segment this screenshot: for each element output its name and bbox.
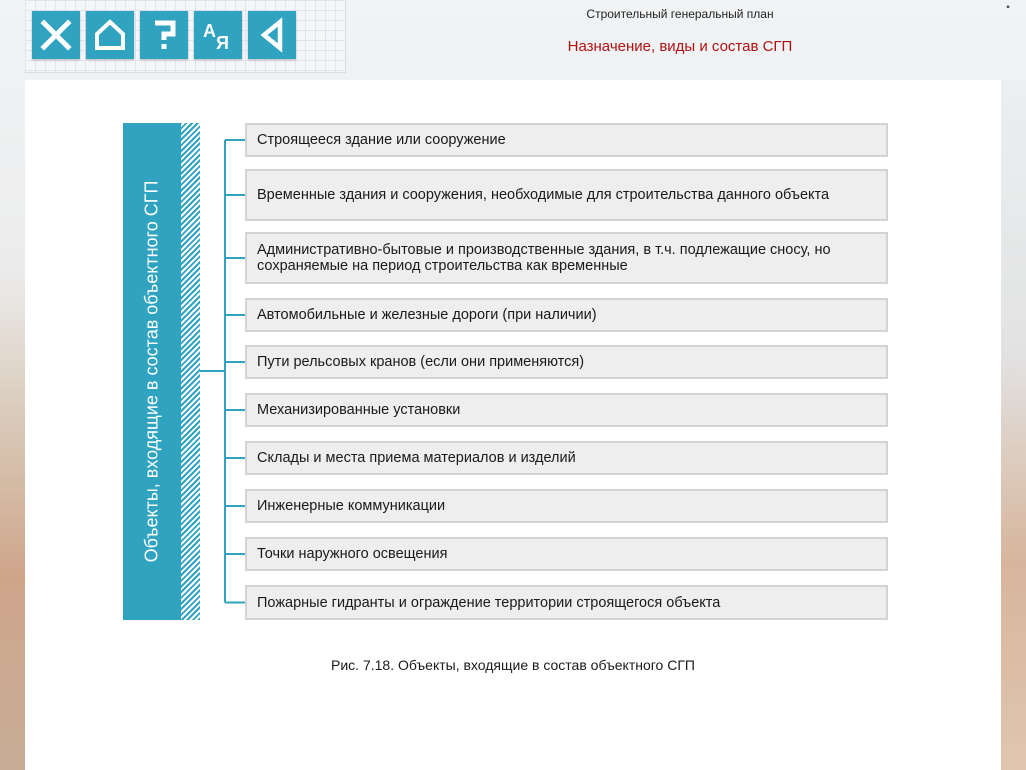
sidebar-label-wrap: [123, 123, 181, 620]
back-button[interactable]: [248, 11, 296, 59]
diagram-item: Строящееся здание или сооружение: [245, 123, 888, 157]
sidebar-label: Объекты, входящие в состав объектного СГП: [141, 180, 162, 563]
glossary-icon: [200, 17, 236, 53]
svg-text:A: A: [203, 21, 216, 41]
window-close-button[interactable]: ▪: [1006, 2, 1010, 13]
glossary-button[interactable]: [194, 11, 242, 59]
diagram-connector: [200, 123, 245, 620]
diagram-item: Точки наружного освещения: [245, 537, 888, 571]
home-icon: [92, 17, 128, 53]
diagram-item: Инженерные коммуникации: [245, 489, 888, 523]
diagram-item: Механизированные установки: [245, 393, 888, 427]
diagram-item: Административно-бытовые и производственные здания, в т.ч. подлежащие сносу, но сохраняемые на период строительства как временные: [245, 232, 888, 284]
nav-toolbar: [32, 11, 296, 59]
page-title: Назначение, виды и состав СГП: [567, 38, 793, 55]
diagram-item: Пути рельсовых кранов (если они применяются): [245, 345, 888, 379]
diagram-item: Автомобильные и железные дороги (при наличии): [245, 298, 888, 332]
figure-caption: Рис. 7.18. Объекты, входящие в состав объектного СГП: [331, 657, 695, 673]
help-button[interactable]: [140, 11, 188, 59]
diagram-item: Пожарные гидранты и ограждение территории строящегося объекта: [245, 585, 888, 620]
background-strip: [1001, 80, 1026, 770]
svg-text:Я: Я: [216, 33, 229, 53]
help-icon: [146, 17, 182, 53]
back-icon: [254, 17, 290, 53]
diagram-item: Временные здания и сооружения, необходимые для строительства данного объекта: [245, 169, 888, 221]
app-title: Строительный генеральный план: [586, 7, 774, 21]
sidebar-hatch: [181, 123, 200, 620]
diagram-item: Склады и места приема материалов и изделий: [245, 441, 888, 475]
content-panel: [25, 80, 1001, 770]
close-icon: [38, 17, 74, 53]
close-nav-button[interactable]: [32, 11, 80, 59]
home-button[interactable]: [86, 11, 134, 59]
